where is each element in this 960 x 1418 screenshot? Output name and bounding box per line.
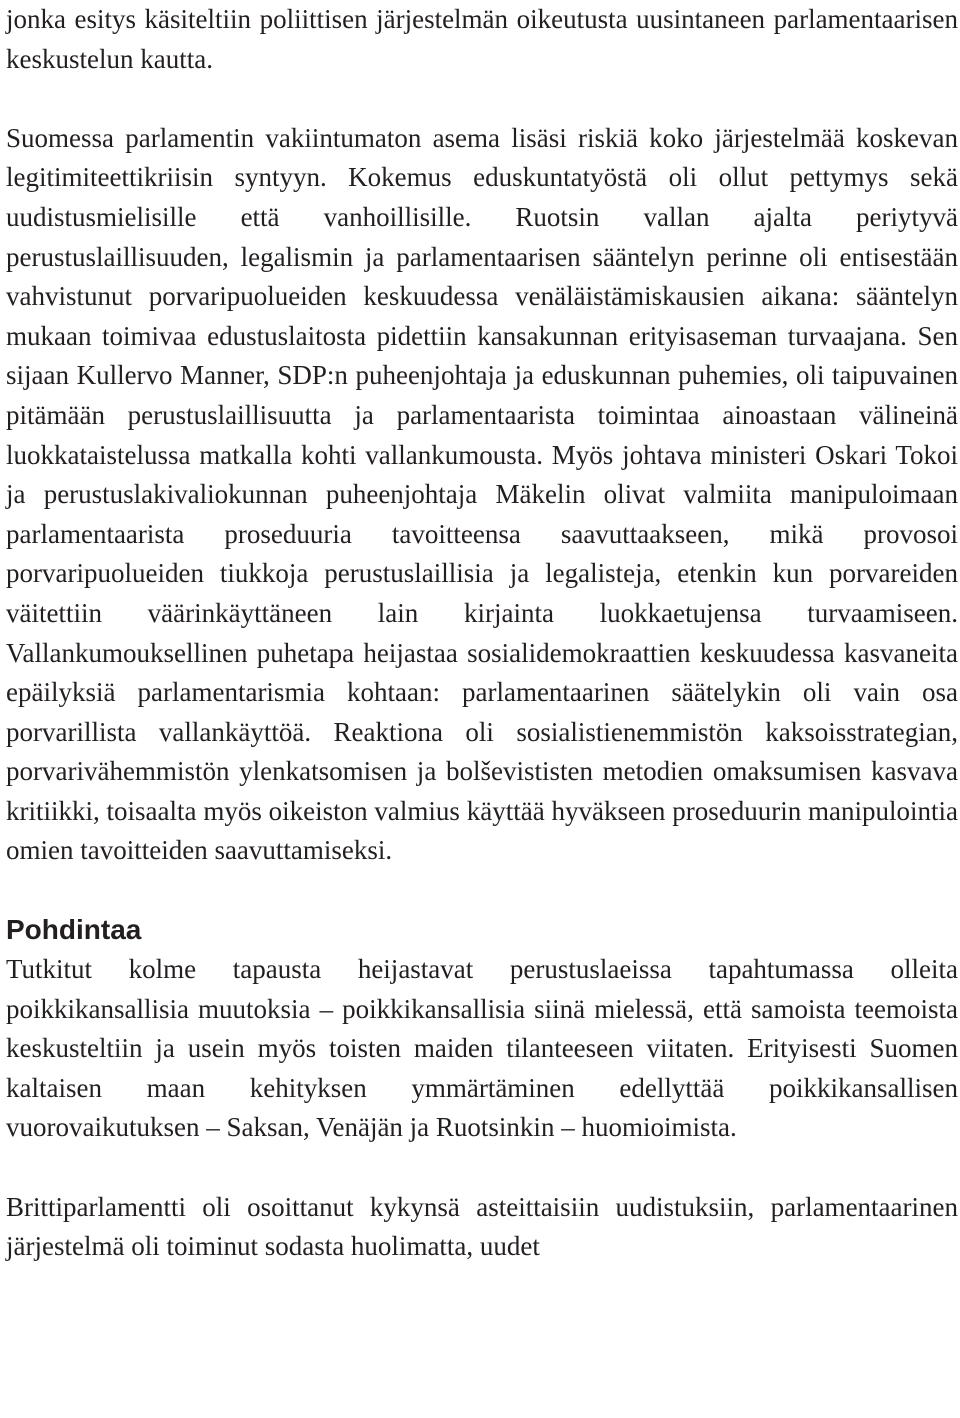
paragraph-british-parliament: Brittiparlamentti oli osoittanut kykynsä asteittaisiin uudistuksiin, parlamentaarinen järjestelmä oli toiminut sodasta huolimatta, uudet <box>6 1191 958 1262</box>
paragraph-discussion: Tutkitut kolme tapausta heijastavat perustuslaeissa tapahtumassa olleita poikkikansallisia muutoksia – poikkikansallisia siinä mielessä, että samoista teemoista keskusteltiin ja usein myös toisten maiden tilanteeseen viitaten. Erityisesti Suomen kaltaisen maan kehityksen ymmärtäminen edellyttää poikkikansallisen vuorovaikutuksen – Saksan, Venäjän ja Ruotsinkin – huomioimista. <box>6 954 958 1143</box>
paragraph-legitimacy-crisis: Suomessa parlamentin vakiintumaton asema lisäsi riskiä koko järjestelmää koskevan legitimiteettikriisin syntyyn. Kokemus eduskuntatyöstä oli ollut pettymys sekä uudistusmielisille että vanhoillisille. Ruotsin vallan ajalta periytyvä perustuslaillisuuden, legalismin ja parlamentaarisen sääntelyn perinne oli entisestään vahvistunut porvaripuolueiden keskuudessa venäläistämiskausien aikana: sääntelyn mukaan toimivaa edustuslaitosta pidettiin kansakunnan erityisaseman turvaajana. Sen sijaan Kullervo Manner, SDP:n puheenjohtaja ja eduskunnan puhemies, oli taipuvainen pitämään perustuslaillisuutta ja parlamentaarista toimintaa ainoastaan välineinä luokkataistelussa matkalla kohti vallankumousta. Myös johtava ministeri Oskari Tokoi ja perustuslakivaliokunnan puheenjohtaja Mäkelin olivat valmiita manipuloimaan parlamentaarista proseduuria tavoitteensa saavuttaakseen, mikä provosoi porvaripuolueiden tiukkoja perustuslaillisia ja legalisteja, etenkin kun porvareiden väitettiin väärinkäyttäneen lain kirjainta luokkaetujensa turvaamiseen. Vallankumouksellinen puhetapa heijastaa sosialidemokraattien keskuudessa kasvaneita epäilyksiä parlamentarismia kohtaan: parlamentaarinen säätelykin oli vain osa porvarillista vallankäyttöä. Reaktiona oli sosialistienemmistön kaksoisstrategian, porvarivähemmistön ylenkatsomisen ja bolševististen metodien omaksumisen kasvava kritiikki, toisaalta myös oikeiston valmius käyttää hyväkseen proseduurin manipulointia omien tavoitteiden saavuttamiseksi. <box>6 122 958 866</box>
paragraph-continuation: jonka esitys käsiteltiin poliittisen järjestelmän oikeutusta uusintaneen parlamentaarisen keskustelun kautta. <box>6 4 958 74</box>
section-heading: Pohdintaa <box>6 914 142 946</box>
document-page <box>6 0 958 1267</box>
